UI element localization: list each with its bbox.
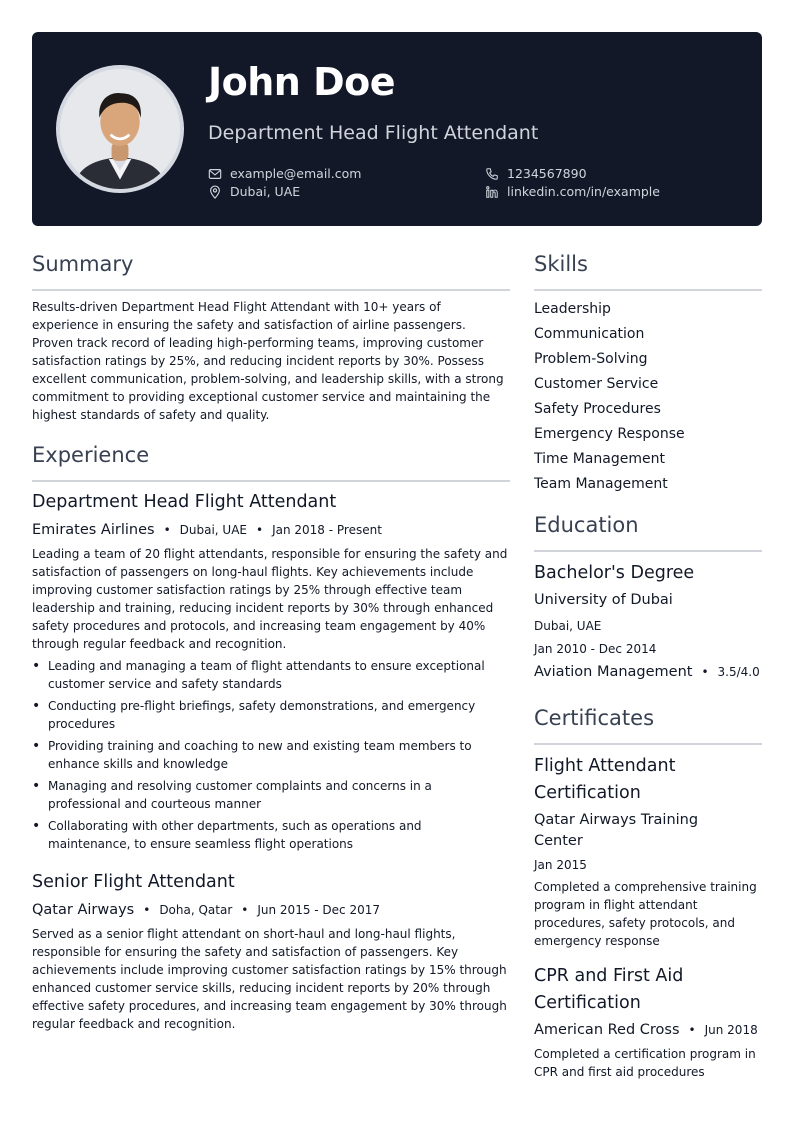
education-degree: Bachelor's Degree <box>534 563 695 583</box>
job-description: Leading a team of 20 flight attendants, responsible for ensuring the safety and satisfaction of passengers on long-haul flights. Key achievements include improving customer satisfaction ratings by 25% through effective team leadership and training, reducing incident reports by 30% through enhanced safety procedures and protocols, and increasing team engagement by 40% through regular feedback and recognition. <box>32 547 508 651</box>
list-item: • Providing training and coaching to new and existing team members to enhance skills and knowledge <box>32 737 502 773</box>
job-dates: Jan 2018 - Present <box>272 523 382 537</box>
list-item: • Managing and resolving customer complaints and concerns in a professional and courteous manner <box>32 777 502 813</box>
candidate-headline: Department Head Flight Attendant <box>208 122 539 144</box>
skill-item: Leadership <box>534 301 611 317</box>
meta-separator: • <box>241 903 249 917</box>
job-responsibilities <box>32 657 502 857</box>
skills-list <box>534 297 685 497</box>
contact-phone-text[interactable]: 1234567890 <box>507 166 587 181</box>
meta-separator: • <box>163 523 171 537</box>
certificate-date: Jun 2018 <box>704 1023 758 1037</box>
education-school: University of Dubai <box>534 592 673 608</box>
candidate-name: John Doe <box>208 60 396 104</box>
job-meta <box>32 522 382 538</box>
job-location: Dubai, UAE <box>179 523 248 537</box>
meta-separator: • <box>143 903 151 917</box>
resume-header <box>32 32 762 226</box>
job-title: Department Head Flight Attendant <box>32 492 337 512</box>
education-gpa: 3.5/4.0 <box>717 665 760 679</box>
summary-text: Results-driven Department Head Flight Attendant with 10+ years of experience in ensuring the safety and satisfaction of airline passengers. Proven track record of leading high-performing teams, improving customer satisfaction ratings by 25%, and reducing incident reports by 30%. Possess excellent communication, problem-solving, and leadership skills, with a strong commitment to providing exceptional customer service and maintaining the highest standards of safety and quality. <box>32 300 504 422</box>
skills-divider <box>534 289 762 291</box>
skill-item: Problem-Solving <box>534 351 648 367</box>
education-heading: Education <box>534 513 639 537</box>
certificate-title: Flight Attendant Certification <box>534 756 676 803</box>
certificate-issuer: Qatar Airways Training Center <box>534 812 699 849</box>
job-dates: Jun 2015 - Dec 2017 <box>257 903 380 917</box>
map-pin-icon <box>208 185 222 199</box>
certificates-heading: Certificates <box>534 706 655 730</box>
skill-item: Team Management <box>534 476 668 492</box>
certificate-issuer: American Red Cross <box>534 1022 680 1038</box>
education-meta <box>534 664 760 680</box>
contact-linkedin-text[interactable]: linkedin.com/in/example <box>507 184 660 199</box>
skill-item: Communication <box>534 326 645 342</box>
skill-item: Customer Service <box>534 376 659 392</box>
list-item: • Leading and managing a team of flight attendants to ensure exceptional customer service and safety standards <box>32 657 502 693</box>
experience-heading: Experience <box>32 443 150 467</box>
list-item: • Collaborating with other departments, such as operations and maintenance, to ensure seamless flight operations <box>32 817 502 853</box>
education-dates: Jan 2010 - Dec 2014 <box>534 642 657 656</box>
education-divider <box>534 550 762 552</box>
skill-item: Safety Procedures <box>534 401 661 417</box>
job-title: Senior Flight Attendant <box>32 872 235 892</box>
contact-email[interactable] <box>208 166 361 181</box>
contact-location-text: Dubai, UAE <box>230 184 301 199</box>
job-meta <box>32 902 380 918</box>
meta-separator: • <box>688 1023 696 1037</box>
mail-icon <box>208 167 222 181</box>
certificates-divider <box>534 743 762 745</box>
job-company: Qatar Airways <box>32 902 135 918</box>
meta-separator: • <box>701 665 709 679</box>
phone-icon <box>485 167 499 181</box>
skills-heading: Skills <box>534 252 588 276</box>
contact-linkedin[interactable] <box>485 184 660 199</box>
certificate-description: Completed a comprehensive training program in flight attendant procedures, safety protocols, and emergency response <box>534 880 757 948</box>
linkedin-icon <box>485 185 499 199</box>
certificate-meta <box>534 1022 758 1038</box>
certificate-description: Completed a certification program in CPR and first aid procedures <box>534 1047 756 1079</box>
certificate-date: Jan 2015 <box>534 858 587 872</box>
summary-heading: Summary <box>32 252 134 276</box>
summary-divider <box>32 289 510 291</box>
skill-item: Time Management <box>534 451 665 467</box>
education-location: Dubai, UAE <box>534 619 602 633</box>
job-company: Emirates Airlines <box>32 522 155 538</box>
skill-item: Emergency Response <box>534 426 685 442</box>
profile-photo-illustration <box>60 69 180 189</box>
list-item: • Conducting pre-flight briefings, safety demonstrations, and emergency procedures <box>32 697 502 733</box>
profile-photo <box>56 65 184 193</box>
contact-email-text[interactable]: example@email.com <box>230 166 362 181</box>
contact-phone[interactable] <box>485 166 587 181</box>
experience-divider <box>32 480 510 482</box>
meta-separator: • <box>256 523 264 537</box>
education-field: Aviation Management <box>534 664 693 680</box>
contact-location <box>208 184 300 199</box>
job-location: Doha, Qatar <box>159 903 233 917</box>
certificate-title: CPR and First Aid Certification <box>534 966 684 1013</box>
job-description: Served as a senior flight attendant on short-haul and long-haul flights, responsible for ensuring the safety and satisfaction of passengers. Key achievements include improving customer satisfaction ratings by 15% through enhanced customer service skills, reducing incident reports by 20% through effective safety procedures, and increasing team engagement by 30% through regular feedback and recognition. <box>32 927 507 1031</box>
